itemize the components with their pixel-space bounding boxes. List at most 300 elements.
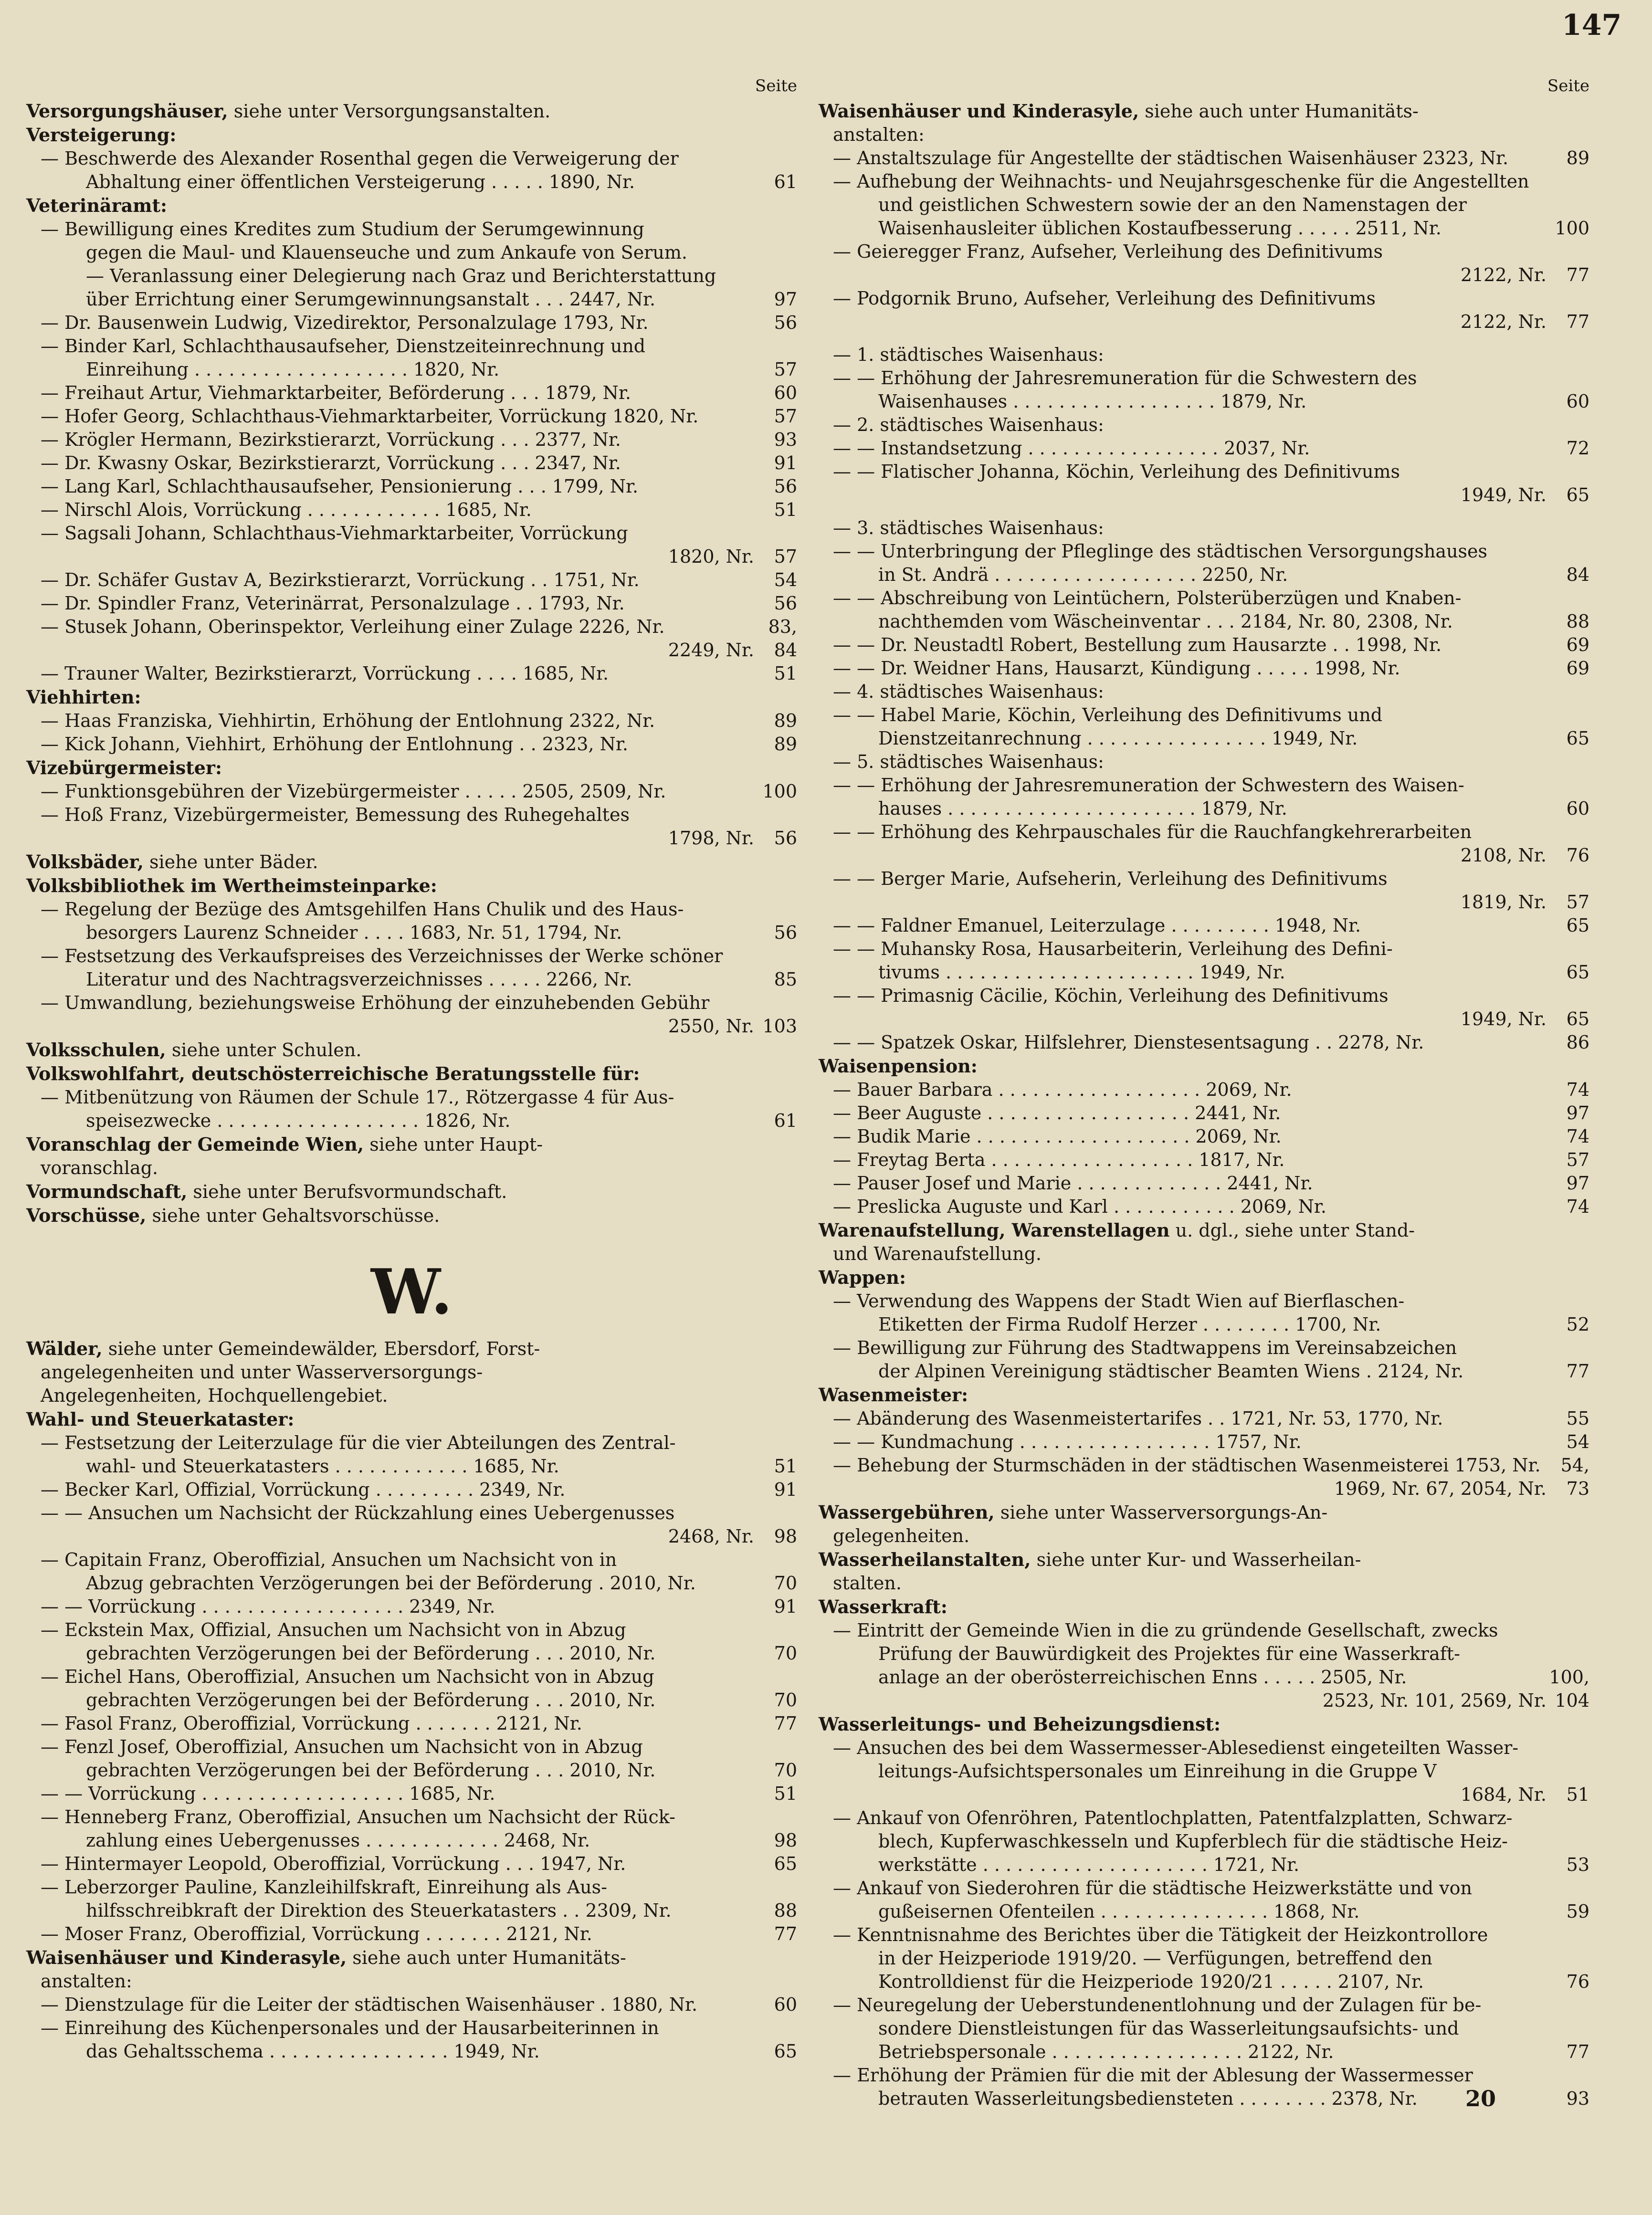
entry-continuation-text: der Alpinen Vereinigung städtischer Beamten Wiens . 2124, Nr. <box>878 1361 1464 1382</box>
index-entry <box>26 615 797 639</box>
entry-continuation-text: betrauten Wasserleitungsbediensteten . . . . . . . . 2378, Nr. <box>878 2088 1418 2109</box>
index-entry <box>819 1595 1589 1619</box>
page-reference: 65 <box>774 2041 797 2062</box>
index-entry <box>26 1806 797 1829</box>
entry-item-text: — Podgornik Bruno, Aufseher, Verleihung des Definitivums <box>833 288 1376 309</box>
index-entry <box>819 1313 1589 1336</box>
entry-item-text: — — Vorrückung . . . . . . . . . . . . . . . . . . 1685, Nr. <box>41 1783 495 1804</box>
entry-crossref: siehe unter Gehaltsvorschüsse. <box>152 1205 440 1226</box>
entry-continuation-text: Einreihung . . . . . . . . . . . . . . . . . . . 1820, Nr. <box>86 359 500 380</box>
index-entry <box>819 1477 1589 1501</box>
page-reference: 77 <box>774 1923 797 1944</box>
index-entry <box>819 1853 1589 1877</box>
index-entry <box>819 657 1589 680</box>
entry-item-text: — Kick Johann, Viehhirt, Erhöhung der Entlohnung . . 2323, Nr. <box>41 734 628 755</box>
page-reference: 97 <box>1566 1102 1589 1123</box>
page-reference: 70 <box>774 1760 797 1781</box>
entry-item-text: — Eckstein Max, Offizial, Ansuchen um Nachsicht von in Abzug <box>41 1619 626 1640</box>
entry-continuation-text: hauses . . . . . . . . . . . . . . . . . . . . . . 1879, Nr. <box>878 798 1287 819</box>
entry-continuation-text: Kontrolldienst für die Heizperiode 1920/21 . . . . . 2107, Nr. <box>878 1971 1424 1992</box>
index-entry <box>26 968 797 991</box>
entry-reference-text: 1684, Nr. <box>1460 1784 1547 1805</box>
index-entry <box>26 733 797 756</box>
entry-heading: Voranschlag der Gemeinde Wien, <box>26 1134 364 1155</box>
index-entry <box>26 1735 797 1759</box>
entry-item-text: — 3. städtisches Waisenhaus: <box>833 517 1104 538</box>
entry-reference-text: 1820, Nr. <box>668 546 754 567</box>
entry-item-text: — Stusek Johann, Oberinspektor, Verleihung einer Zulage 2226, Nr. <box>41 616 665 637</box>
index-entry <box>819 1125 1589 1148</box>
entry-item-text: — Dienstzulage für die Leiter der städtischen Waisenhäuser . 1880, Nr. <box>41 1994 698 2015</box>
index-entry <box>26 1642 797 1665</box>
entry-continuation-text: Angelegenheiten, Hochquellengebiet. <box>41 1385 388 1406</box>
index-entry <box>26 568 797 592</box>
entry-item-text: — Nirschl Alois, Vorrückung . . . . . . . . . . . . 1685, Nr. <box>41 499 532 520</box>
index-entry <box>26 874 797 898</box>
entry-item-text: — Einreihung des Küchenpersonales und der Hausarbeiterinnen in <box>41 2017 659 2038</box>
index-entry <box>26 1782 797 1806</box>
index-entry <box>819 1360 1589 1383</box>
index-entries-left <box>26 99 797 2063</box>
page-reference: 56 <box>774 476 797 497</box>
index-entry <box>26 451 797 475</box>
entry-continuation-text: gußeisernen Ofenteilen . . . . . . . . . . . . . . . 1868, Nr. <box>878 1901 1360 1922</box>
entry-continuation-text: und geistlichen Schwestern sowie der an den Namenstagen der <box>878 194 1467 215</box>
index-entry <box>819 1947 1589 1970</box>
index-entry <box>819 633 1589 657</box>
page-reference: 89 <box>1566 147 1589 168</box>
index-entry <box>819 563 1589 587</box>
entry-item-text: — Leberzorger Pauline, Kanzleihilfskraft, Einreihung als Aus- <box>41 1877 607 1898</box>
page-reference: 76 <box>1566 1971 1589 1992</box>
entry-item-text: — Kenntnisnahme des Berichtes über die Tätigkeit der Heizkontrollore <box>833 1924 1488 1945</box>
entry-item-text: — Abänderung des Wasenmeistertarifes . . 1721, Nr. 53, 1770, Nr. <box>833 1408 1443 1429</box>
page-reference: 54 <box>774 569 797 590</box>
page-reference: 93 <box>774 429 797 450</box>
entry-heading: Viehhirten: <box>26 686 141 708</box>
page-number: 147 <box>1562 9 1622 42</box>
index-entry <box>819 1102 1589 1125</box>
index-entry <box>819 774 1589 797</box>
entry-item-text: — Fenzl Josef, Oberoffizial, Ansuchen um Nachsicht von in Abzug <box>41 1736 643 1757</box>
page-reference: 84 <box>774 640 797 661</box>
page-reference: 84 <box>1566 564 1589 585</box>
entry-crossref: siehe auch unter Humanitäts- <box>352 1947 626 1968</box>
index-entry <box>26 381 797 405</box>
index-entry <box>26 1086 797 1109</box>
index-entry <box>819 2064 1589 2087</box>
entry-item-text: — 5. städtisches Waisenhaus: <box>833 751 1104 772</box>
entry-reference-text: 2468, Nr. <box>668 1526 754 1547</box>
index-entry <box>26 1455 797 1478</box>
entry-continuation-text: besorgers Laurenz Schneider . . . . 1683, Nr. 51, 1794, Nr. <box>86 922 622 943</box>
entry-continuation-text: — Veranlassung einer Delegierung nach Graz und Berichterstattung <box>86 265 716 286</box>
index-column-right <box>819 76 1589 2110</box>
entry-reference-text: 1969, Nr. 67, 2054, Nr. <box>1334 1478 1547 1499</box>
index-entry <box>26 1062 797 1086</box>
page-reference: 56 <box>774 312 797 333</box>
index-entry <box>26 2016 797 2040</box>
index-entry <box>819 217 1589 240</box>
entry-item-text: — Ankauf von Siederohren für die städtische Heizwerkstätte und von <box>833 1878 1472 1899</box>
entry-item-text: — — Habel Marie, Köchin, Verleihung des Definitivums und <box>833 704 1383 725</box>
index-entry <box>26 685 797 709</box>
entry-item-text: — Krögler Hermann, Bezirkstierarzt, Vorrückung . . . 2377, Nr. <box>41 429 621 450</box>
entry-item-text: — Freytag Berta . . . . . . . . . . . . . . . . . . 1817, Nr. <box>833 1149 1285 1170</box>
entry-continuation-text: gebrachten Verzögerungen bei der Beförderung . . . 2010, Nr. <box>86 1690 656 1711</box>
page-reference: 51 <box>774 1456 797 1477</box>
entry-item-text: — Umwandlung, beziehungsweise Erhöhung der einzuhebenden Gebühr <box>41 992 710 1013</box>
page-reference: 51 <box>774 1783 797 1804</box>
page-reference: 104 <box>1555 1690 1589 1711</box>
index-entry <box>26 1852 797 1876</box>
index-entry <box>819 1524 1589 1548</box>
entry-continuation-text: gebrachten Verzögerungen bei der Beförderung . . . 2010, Nr. <box>86 1760 656 1781</box>
index-entry <box>819 937 1589 961</box>
index-entry <box>819 1736 1589 1760</box>
index-entry <box>26 1361 797 1384</box>
page-reference: 70 <box>774 1643 797 1664</box>
entry-continuation-text: wahl- und Steuerkatasters . . . . . . . . . . . . 1685, Nr. <box>86 1456 559 1477</box>
index-entry <box>819 844 1589 867</box>
entry-item-text: — Becker Karl, Offizial, Vorrückung . . . . . . . . . 2349, Nr. <box>41 1479 566 1500</box>
entry-item-text: — Trauner Walter, Bezirkstierarzt, Vorrückung . . . . 1685, Nr. <box>41 663 609 684</box>
page-reference: 60 <box>774 1994 797 2015</box>
index-entry <box>819 703 1589 727</box>
index-entries-right <box>819 99 1589 2110</box>
entry-reference-text: 2122, Nr. <box>1460 264 1547 285</box>
index-entry <box>26 358 797 381</box>
index-entry <box>26 1689 797 1712</box>
index-entry <box>26 405 797 428</box>
page-reference: 51 <box>1566 1784 1589 1805</box>
index-entry <box>819 193 1589 217</box>
index-entry <box>26 99 797 123</box>
page-reference: 57 <box>1566 892 1589 913</box>
index-entry <box>819 1078 1589 1102</box>
index-entry <box>26 1829 797 1852</box>
entry-heading: Wasserleitungs- und Beheizungsdienst: <box>819 1713 1221 1735</box>
index-entry <box>819 1712 1589 1736</box>
page-reference: 59 <box>1566 1901 1589 1922</box>
entry-reference-text: 2249, Nr. <box>668 640 754 661</box>
entry-reference-text: 2108, Nr. <box>1460 845 1547 866</box>
index-entry <box>819 1970 1589 1994</box>
index-entry <box>819 797 1589 820</box>
entry-item-text: — Lang Karl, Schlachthausaufseher, Pensionierung . . . 1799, Nr. <box>41 476 639 497</box>
entry-continuation-text: Etiketten der Firma Rudolf Herzer . . . . . . . . 1700, Nr. <box>878 1314 1381 1335</box>
entry-item-text: — — Kundmachung . . . . . . . . . . . . . . . . . 1757, Nr. <box>833 1431 1302 1452</box>
index-entry <box>26 241 797 264</box>
entry-item-text: — — Vorrückung . . . . . . . . . . . . . . . . . . 2349, Nr. <box>41 1596 495 1617</box>
entry-reference-text: 1798, Nr. <box>668 828 754 849</box>
index-entry <box>26 428 797 451</box>
index-entry <box>819 1994 1589 2017</box>
entry-continuation-text: speisezwecke . . . . . . . . . . . . . . . . . . 1826, Nr. <box>86 1110 511 1131</box>
entry-reference-text: 2550, Nr. <box>668 1016 754 1037</box>
page-reference: 65 <box>1566 1008 1589 1029</box>
index-entry <box>819 1242 1589 1266</box>
entry-item-text: — — Primasnig Cäcilie, Köchin, Verleihung des Definitivums <box>833 985 1389 1006</box>
entry-item-text: — Festsetzung des Verkaufspreises des Verzeichnisses der Werke schöner <box>41 945 723 966</box>
index-entry <box>26 1712 797 1735</box>
entry-continuation-text: Abzug gebrachten Verzögerungen bei der Beförderung . 2010, Nr. <box>86 1573 696 1594</box>
index-entry <box>819 1923 1589 1947</box>
index-entry <box>819 1760 1589 1783</box>
entry-continuation-text: gegen die Maul- und Klauenseuche und zum Ankaufe von Serum. <box>86 242 687 263</box>
entry-continuation-text: leitungs-Aufsichtspersonales um Einreihung in die Gruppe V <box>878 1761 1437 1782</box>
entry-item-text: — Bauer Barbara . . . . . . . . . . . . . . . . . . 2069, Nr. <box>833 1079 1292 1100</box>
index-entry <box>819 1195 1589 1218</box>
page-reference: 60 <box>774 382 797 403</box>
entry-continuation-text: zahlung eines Uebergenusses . . . . . . . . . . . . 2468, Nr. <box>86 1830 590 1851</box>
index-entry <box>26 780 797 803</box>
index-entry <box>819 310 1589 334</box>
page-reference: 65 <box>1566 915 1589 936</box>
footer-number: 20 <box>1465 2086 1496 2111</box>
entry-item-text: — Freihaut Artur, Viehmarktarbeiter, Beförderung . . . 1879, Nr. <box>41 382 631 403</box>
index-entry <box>26 1015 797 1038</box>
entry-crossref: siehe unter Haupt- <box>369 1134 543 1155</box>
entry-continuation-text: Dienstzeitanrechnung . . . . . . . . . . . . . . . . 1949, Nr. <box>878 728 1358 749</box>
page-reference: 70 <box>774 1690 797 1711</box>
page-reference: 65 <box>1566 962 1589 983</box>
index-entry <box>819 1572 1589 1595</box>
page-reference: 89 <box>774 734 797 755</box>
page-reference: 69 <box>1566 658 1589 679</box>
index-entry <box>26 1595 797 1618</box>
page-reference: 60 <box>1566 798 1589 819</box>
entry-continuation-text: gebrachten Verzögerungen bei der Beförderung . . . 2010, Nr. <box>86 1643 656 1664</box>
entry-heading: Wappen: <box>819 1267 906 1288</box>
entry-item-text: — 2. städtisches Waisenhaus: <box>833 414 1104 435</box>
page-reference: 91 <box>774 1479 797 1500</box>
entry-continuation-text: das Gehaltsschema . . . . . . . . . . . . . . . . 1949, Nr. <box>86 2041 540 2062</box>
page-reference: 56 <box>774 593 797 614</box>
spacer <box>819 334 1589 343</box>
entry-item-text: — Beer Auguste . . . . . . . . . . . . . . . . . . 2441, Nr. <box>833 1102 1281 1123</box>
entry-crossref: siehe unter Schulen. <box>171 1039 362 1060</box>
index-entry <box>26 1133 797 1156</box>
entry-item-text: — Henneberg Franz, Oberoffizial, Ansuchen um Nachsicht der Rück- <box>41 1806 675 1827</box>
index-entry <box>819 680 1589 703</box>
entry-crossref: u. dgl., siehe unter Stand- <box>1175 1220 1415 1241</box>
page-reference: 93 <box>1566 2088 1589 2109</box>
index-entry <box>819 1454 1589 1477</box>
entry-item-text: — — Berger Marie, Aufseherin, Verleihung des Definitivums <box>833 868 1388 889</box>
index-entry <box>26 803 797 827</box>
index-entry <box>26 1970 797 1993</box>
entry-continuation-text: anlage an der oberösterreichischen Enns . . . . . 2505, Nr. <box>878 1667 1407 1688</box>
entry-item-text: — Regelung der Bezüge des Amtsgehilfen Hans Chulik und des Haus- <box>41 899 684 920</box>
index-entry <box>819 750 1589 774</box>
entry-heading: Volksbibliothek im Wertheimsteinparke: <box>26 875 437 896</box>
index-entry <box>819 610 1589 633</box>
index-entry <box>819 727 1589 750</box>
index-entry <box>819 1806 1589 1830</box>
index-entry <box>819 123 1589 147</box>
index-entry <box>26 639 797 662</box>
index-entry <box>819 1172 1589 1195</box>
index-entry <box>26 756 797 780</box>
entry-heading: Vorschüsse, <box>26 1205 147 1226</box>
entry-item-text: — Ansuchen des bei dem Wassermesser-Ablesedienst eingeteilten Wasser- <box>833 1737 1519 1758</box>
index-entry <box>26 921 797 945</box>
entry-continuation-text: Waisenhausleiter üblichen Kostaufbesserung . . . . . 2511, Nr. <box>878 218 1442 239</box>
entry-continuation-text: anstalten: <box>833 124 925 145</box>
entry-continuation-text: sondere Dienstleistungen für das Wasserleitungsaufsichts- und <box>878 2018 1459 2039</box>
page-reference: 57 <box>1566 1149 1589 1170</box>
entry-heading: Wassergebühren, <box>819 1501 995 1523</box>
index-entry <box>26 592 797 615</box>
entry-heading: Versteigerung: <box>26 124 177 146</box>
page-reference: 61 <box>774 171 797 192</box>
entry-continuation-text: in der Heizperiode 1919/20. — Verfügungen, betreffend den <box>878 1948 1432 1969</box>
index-entry <box>26 1993 797 2016</box>
page-reference: 57 <box>774 546 797 567</box>
page-reference: 77 <box>1566 264 1589 285</box>
entry-continuation-text: gelegenheiten. <box>833 1525 970 1546</box>
page-reference: 98 <box>774 1830 797 1851</box>
page-reference: 86 <box>1566 1032 1589 1053</box>
entry-crossref: siehe unter Berufsvormundschaft. <box>193 1181 507 1202</box>
index-entry <box>819 587 1589 610</box>
entry-item-text: — Eintritt der Gemeinde Wien in die zu gründende Gesellschaft, zwecks <box>833 1620 1498 1641</box>
index-entry <box>819 1008 1589 1031</box>
entry-item-text: — Dr. Kwasny Oskar, Bezirkstierarzt, Vorrückung . . . 2347, Nr. <box>41 452 621 473</box>
entry-heading: Wasserkraft: <box>819 1596 947 1617</box>
index-entry <box>819 1218 1589 1242</box>
index-entry <box>819 516 1589 540</box>
entry-crossref: siehe unter Gemeindewälder, Ebersdorf, Forst- <box>108 1338 540 1359</box>
index-entry <box>26 1038 797 1062</box>
index-entry <box>819 240 1589 263</box>
entry-heading: Warenaufstellung, Warenstellagen <box>819 1219 1170 1241</box>
entry-item-text: — Hintermayer Leopold, Oberoffizial, Vorrückung . . . 1947, Nr. <box>41 1853 626 1874</box>
index-entry <box>819 1407 1589 1430</box>
page-reference: 77 <box>1566 2041 1589 2062</box>
index-entry <box>26 123 797 147</box>
entry-item-text: — Funktionsgebühren der Vizebürgermeister . . . . . 2505, 2509, Nr. <box>41 781 666 802</box>
page-reference: 69 <box>1566 634 1589 655</box>
index-entry <box>26 1109 797 1133</box>
entry-continuation-text: in St. Andrä . . . . . . . . . . . . . . . . . . 2250, Nr. <box>878 564 1288 585</box>
page-reference: 65 <box>774 1853 797 1874</box>
index-entry <box>26 545 797 568</box>
page-reference: 91 <box>774 452 797 473</box>
index-entry <box>26 264 797 288</box>
entry-continuation-text: blech, Kupferwaschkesseln und Kupferblech für die städtische Heiz- <box>878 1831 1508 1852</box>
entry-item-text: — 4. städtisches Waisenhaus: <box>833 681 1104 702</box>
index-entry <box>819 2017 1589 2040</box>
entry-item-text: — — Spatzek Oskar, Hilfslehrer, Dienstesentsagung . . 2278, Nr. <box>833 1032 1424 1053</box>
page-reference: 103 <box>762 1016 797 1037</box>
entry-item-text: — Dr. Bausenwein Ludwig, Vizedirektor, Personalzulage 1793, Nr. <box>41 312 649 333</box>
entry-item-text: — Preslicka Auguste und Karl . . . . . . . . . . . 2069, Nr. <box>833 1196 1326 1217</box>
entry-reference-text: 1949, Nr. <box>1460 1008 1547 1029</box>
entry-continuation-text: Waisenhauses . . . . . . . . . . . . . . . . . . 1879, Nr. <box>878 391 1307 412</box>
entry-item-text: — Festsetzung der Leiterzulage für die vier Abteilungen des Zentral- <box>41 1432 676 1453</box>
page-reference: 74 <box>1566 1126 1589 1147</box>
index-entry <box>26 1204 797 1228</box>
index-entry <box>819 99 1589 123</box>
entry-item-text: — Hoß Franz, Vizebürgermeister, Bemessung des Ruhegehaltes <box>41 804 630 825</box>
entry-heading: Wälder, <box>26 1338 103 1359</box>
entry-heading: Volksbäder, <box>26 851 144 872</box>
entry-heading: Waisenhäuser und Kinderasyle, <box>26 1947 347 1968</box>
page-reference: 55 <box>1566 1408 1589 1429</box>
index-entry <box>26 288 797 311</box>
index-entry <box>819 1900 1589 1923</box>
entry-heading: Wasenmeister: <box>819 1384 968 1406</box>
page-reference: 77 <box>774 1713 797 1734</box>
entry-item-text: — Ankauf von Ofenröhren, Patentlochplatten, Patentfalzplatten, Schwarz- <box>833 1807 1513 1828</box>
index-entry <box>819 1430 1589 1454</box>
entry-item-text: — Neuregelung der Ueberstundenentlohnung und der Zulagen für be- <box>833 1995 1482 2016</box>
entry-continuation-text: anstalten: <box>41 1971 132 1992</box>
index-entry <box>819 1054 1589 1078</box>
page-reference: 56 <box>774 828 797 849</box>
entry-reference-text: 1949, Nr. <box>1460 484 1547 505</box>
page-reference: 61 <box>774 1110 797 1131</box>
page-reference: 100 <box>762 781 797 802</box>
index-entry <box>26 1384 797 1407</box>
index-entry <box>26 1180 797 1204</box>
page-reference: 77 <box>1566 1361 1589 1382</box>
page-reference: 54 <box>1566 1431 1589 1452</box>
index-entry <box>26 1572 797 1595</box>
entry-item-text: — Moser Franz, Oberoffizial, Vorrückung . . . . . . . 2121, Nr. <box>41 1923 592 1944</box>
entry-continuation-text: Abhaltung einer öffentlichen Versteigerung . . . . . 1890, Nr. <box>86 171 635 192</box>
index-entry <box>26 709 797 733</box>
index-entry <box>26 218 797 241</box>
page-reference: 52 <box>1566 1314 1589 1335</box>
index-entry <box>819 437 1589 460</box>
entry-item-text: — Capitain Franz, Oberoffizial, Ansuchen um Nachsicht von in <box>41 1549 617 1570</box>
entry-crossref: siehe unter Versorgungsanstalten. <box>233 101 551 122</box>
entry-heading: Waisenpension: <box>819 1055 978 1077</box>
index-entry <box>26 2040 797 2063</box>
index-entry <box>819 540 1589 563</box>
index-entry <box>26 1525 797 1548</box>
entry-item-text: — — Erhöhung der Jahresremuneration für die Schwestern des <box>833 367 1417 388</box>
entry-item-text: — Haas Franziska, Viehhirtin, Erhöhung der Entlohnung 2322, Nr. <box>41 710 655 731</box>
entry-item-text: — — Flatischer Johanna, Köchin, Verleihung des Definitivums <box>833 461 1400 482</box>
index-entry <box>819 263 1589 287</box>
page-reference: 72 <box>1566 438 1589 459</box>
entry-item-text: — Aufhebung der Weihnachts- und Neujahrsgeschenke für die Angestellten <box>833 171 1529 192</box>
entry-heading: Wahl- und Steuerkataster: <box>26 1408 295 1430</box>
entry-heading: Waisenhäuser und Kinderasyle, <box>819 100 1139 122</box>
index-entry <box>819 1031 1589 1054</box>
page-reference: 89 <box>774 710 797 731</box>
index-entry <box>26 662 797 685</box>
index-entry <box>819 343 1589 367</box>
page-reference: 73 <box>1566 1478 1589 1499</box>
index-entry <box>819 2040 1589 2064</box>
entry-continuation-text: Prüfung der Bauwürdigkeit des Projektes für eine Wasserkraft- <box>878 1643 1460 1664</box>
entry-crossref: siehe unter Wasserversorgungs-An- <box>1000 1502 1328 1523</box>
index-entry <box>819 1619 1589 1642</box>
index-entry <box>26 1337 797 1361</box>
entry-heading: Volkswohlfahrt, deutschösterreichische Beratungsstelle für: <box>26 1063 640 1084</box>
index-entry <box>819 460 1589 483</box>
page-reference: 91 <box>774 1596 797 1617</box>
index-entry <box>26 898 797 921</box>
entry-item-text: — Hofer Georg, Schlachthaus-Viehmarktarbeiter, Vorrückung 1820, Nr. <box>41 406 699 427</box>
entry-crossref: siehe unter Bäder. <box>149 851 318 872</box>
entry-heading: Vormundschaft, <box>26 1181 188 1202</box>
